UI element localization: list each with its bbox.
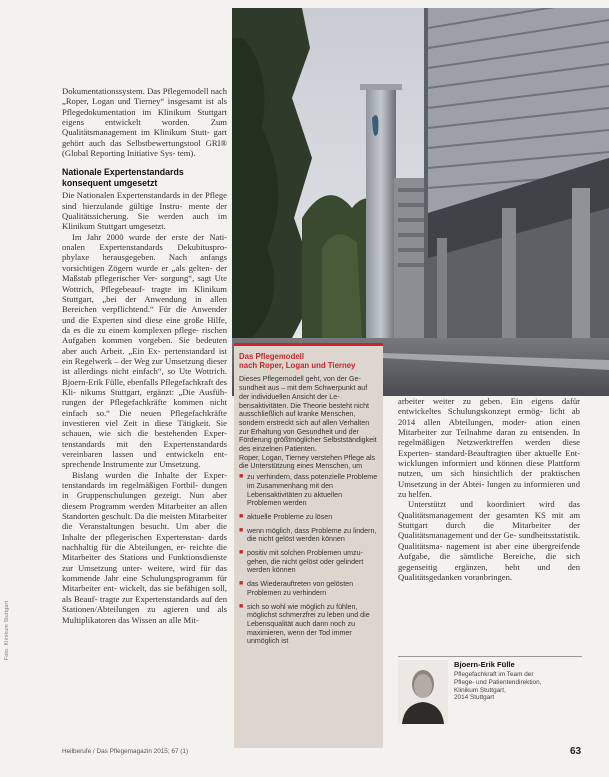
text-line: Anwendung in allen Bereichen <box>62 293 227 315</box>
text-line: Qualitätsmanagement der gesamten KS <box>398 509 546 520</box>
infobox-intro <box>239 375 378 471</box>
bio-line: Pflegefachkraft im Team der <box>454 671 534 678</box>
text-line: Die Nationalen Expertenstandards in der <box>62 190 203 201</box>
text-line: die Experten sind diese eine große <box>78 314 204 325</box>
author-bio <box>454 671 582 702</box>
text-line: rischen Aufgaben kommen vorgeben. Sie <box>62 324 227 346</box>
bullet-icon: ■ <box>239 526 244 534</box>
text-line: der Maßstab pflegerischer Ver- <box>62 262 227 284</box>
paragraph <box>62 190 227 231</box>
text-line: Da die meisten Mitarbeiter die <box>62 511 227 532</box>
bullet-icon: ■ <box>239 473 244 481</box>
photo-credit: Foto: Klinikum Stuttgart <box>4 600 10 660</box>
text-line: nach „Roper, Logan und Tierney“ insgesamt <box>62 86 227 107</box>
text-line: tem). <box>177 148 196 159</box>
text-line: Im Jahr 2000 wurde der erste der Nati- <box>72 231 227 242</box>
list-item <box>239 513 378 522</box>
text-line: Problemen werden <box>247 499 307 508</box>
hospital-building-photo <box>232 8 609 396</box>
text-line: auch im Klinikum Stuttgart umgesetzt. <box>62 211 228 232</box>
text-line: sundheit aus – mit dem Schwerpunkt <box>239 384 356 393</box>
text-line: Dokumentationssystem. Das Pflegemodell <box>62 86 209 96</box>
text-line: Unterstützt und koordiniert wird das <box>408 499 580 510</box>
building-illustration <box>232 8 609 396</box>
text-line: allen Verhalten zur Erhaltung <box>239 418 370 436</box>
text-line: sich gegenseitig ergänzen, hebt und den <box>398 551 580 572</box>
text-line: wenn möglich, dass Probleme <box>247 526 342 535</box>
text-line: der praktischen Umsetzung in der Abtei- <box>398 468 580 489</box>
intro-paragraph <box>62 86 227 158</box>
text-line: die Lebensqualität auch dann noch <box>247 611 370 628</box>
text-line: vereinbaren lassen und entwickeln ent- <box>62 449 227 459</box>
author-portrait <box>398 660 448 724</box>
text-line: reichte die Mitarbeiter des Stations und <box>62 542 227 563</box>
text-line: möglichst schmerzfrei zu leben und <box>247 611 359 620</box>
text-line: Veranstaltungen besucht. Um aber die <box>78 521 227 532</box>
list-item <box>239 473 378 508</box>
text-line: schauen, wie sich die bestehenden Exper- <box>62 428 227 439</box>
text-line: dards nachhaltig für die Abteilungen, er- <box>62 531 227 553</box>
bullet-icon: ■ <box>239 549 244 557</box>
author-block <box>398 656 588 726</box>
text-line: entwickeltes Schulungskonzept ermög- <box>398 406 543 417</box>
text-line: investieren viel Zeit in diese Tätigkeit. Sie <box>62 417 227 428</box>
text-line: tenstandards mit den Expertenstandards <box>62 438 227 449</box>
text-line: sundheitsstatistik. Qualitätsma- <box>398 530 581 551</box>
text-line: Schulungsprogramm für Mitarbeiter ent- <box>62 573 227 594</box>
text-line: zu maximieren, wenn der Tod immer <box>247 619 356 637</box>
text-line: Probleme im Zusammenhang mit <box>247 473 378 490</box>
text-line: daran zu entsenden. In regelmäßigen <box>398 427 580 448</box>
text-line: von Gesundheit und der Förderung <box>239 427 359 445</box>
text-line: Stuttgart eigens entwickelt worden. Zum <box>62 106 227 128</box>
text-line: arbeiter weiter zu geben. Ein eigens dafür <box>398 396 580 406</box>
text-line: Multiplikatoren das Wissen an alle Mit- <box>62 614 199 625</box>
text-line: sprechende Instrumente zur Umsetzung. <box>62 459 201 470</box>
divider <box>398 656 582 657</box>
paragraph <box>62 232 227 470</box>
text-line: tenstandards im regelmäßigen Fortbil- <box>62 480 199 491</box>
text-line: Qualitätsmanagement im Klinikum Stutt- <box>62 127 210 138</box>
text-line: Stationen/Abteilungen zu agieren und als <box>62 604 227 615</box>
bullet-icon: ■ <box>239 580 244 588</box>
text-line: phylaxe herausgegeben. Nach anfangs <box>62 252 227 263</box>
text-line: Fülle, ebenfalls Pflegefachkraft des Kli- <box>62 376 227 397</box>
text-line: bedeuten aber auch Arbeit. „Ein Ex- <box>62 335 227 356</box>
text-line: wicklungen informiert und können diese <box>398 458 544 469</box>
bio-line: Klinikum Stuttgart, <box>454 686 506 694</box>
list-item <box>239 603 378 647</box>
paragraph <box>398 396 580 499</box>
text-line: Pflege sind hierzulande gültige Instru- <box>62 190 227 211</box>
text-line: nicht einfach“, so Ute Wottrich. Bjoern-Erik <box>62 366 227 387</box>
section-subheading <box>62 167 227 188</box>
text-line: weitere, wird für das kommende Jahr eine <box>62 562 227 584</box>
title-line: Das Pflegemodell <box>239 352 304 361</box>
text-line: Problemen zu verhindern <box>247 588 327 597</box>
portrait-icon <box>398 660 448 724</box>
text-line: Inhalte der pflegerischen Expertenstan- <box>62 531 204 542</box>
text-line: sorgung“, sagt Ute Wottrich, Pflegebeauf- <box>62 273 227 294</box>
text-line: zu verhindern, dass potenzielle <box>247 473 345 482</box>
text-line: standard-Beauftragten über aktuelle Ent- <box>435 447 580 458</box>
text-line: verpflichtend.“ Für die Anwender und <box>62 304 227 325</box>
paragraph <box>398 499 580 582</box>
text-line: können <box>321 535 345 544</box>
text-line: lungen zu informieren und zu helfen. <box>398 478 580 500</box>
text-line: als die Unterstützung eines Menschen, <box>239 453 376 471</box>
list-item <box>239 527 378 544</box>
text-line: ation einen Mitarbeiter zur Teilnahme <box>398 416 580 438</box>
text-line: Hilfe, da es die zu einem komplexen pflege- <box>62 314 227 335</box>
right-text-column <box>398 396 580 582</box>
text-line: GRI® (Global Reporting Initiative Sys- <box>62 137 227 159</box>
text-line: aktuelle Probleme zu lösen <box>247 512 333 521</box>
author-name: Bjoern-Erik Fülle <box>454 660 515 669</box>
page-number: 63 <box>570 746 582 757</box>
text-line: rungen der Pflegefachkräfte kommen nicht <box>62 397 227 408</box>
text-line: größtmöglicher Selbstständigkeit des <box>239 436 377 454</box>
text-line: auf der individuellen Ansicht der Le- <box>239 384 368 401</box>
subhead-line: konsequent umgesetzt <box>62 177 158 188</box>
text-line: mente der Qualitätssicherung. Sie werden <box>62 200 227 222</box>
text-line: Menschen, sondern erstreckt sich auf <box>239 410 356 427</box>
text-line: Bislang wurden die Inhalte der Exper- <box>72 469 227 480</box>
paragraph <box>62 470 227 625</box>
text-line: gehen, die nicht gelöst oder gelindert <box>247 557 364 566</box>
pflegemodell-infobox <box>234 343 383 748</box>
text-line: Qualitätsgedanken voranbringen. <box>398 571 513 582</box>
text-line: ist als Pflegedokumentation im Klinikum <box>62 96 227 117</box>
text-line: positiv mit solchen Problemen umzu- <box>247 549 363 558</box>
text-line: unmöglich ist <box>247 637 289 646</box>
list-item <box>239 580 378 597</box>
text-line: Netzwerktreffen werden diese Experten- <box>398 437 580 458</box>
text-line: bensaktivitäten. Die Theorie besteht <box>239 401 353 410</box>
text-line: einfach so.“ Die neuen Pflegefachkräfte <box>62 407 227 418</box>
text-line: Aufgabe, die sämtliche Bereiche, die <box>398 551 557 562</box>
text-line: das Wiederauftreten von gelösten <box>247 580 354 589</box>
text-line: Roper, Logan, Tierney verstehen Pflege <box>239 453 365 462</box>
text-line: Plattform nutzen, um sich hinsichtlich <box>398 458 580 479</box>
text-line: Dieses Pflegemodell geht, von der Ge- <box>239 375 361 384</box>
subhead-line: Nationale Expertenstandards <box>62 167 184 178</box>
running-footer: Heilberufe / Das Pflegemagazin 2015; 67 (1) <box>62 748 189 755</box>
bullet-icon: ■ <box>239 602 244 610</box>
text-line: Mitarbeiter an allen Standorten geschult. <box>62 500 227 522</box>
infobox-title <box>239 352 378 370</box>
text-line: Weg zur Umsetzung dieser ist allerdings <box>62 355 227 377</box>
text-line: vorsichtigen Zögern wurde er „als gelten- <box>62 262 213 273</box>
bio-line: Pflege- und Patientendirektion, <box>454 678 542 686</box>
text-line: gart gehört auch das Selbstbewertungstool <box>62 127 227 148</box>
text-line: sich so wohl wie möglich zu fühlen, <box>247 602 358 611</box>
text-line: einzelnen Patienten. <box>252 445 317 454</box>
bio-line: 2014 Stuttgart <box>454 694 495 702</box>
text-line: tragte im Klinikum Stuttgart, „bei der <box>62 283 227 304</box>
text-line: licht ab 2014 allen Abteilungen, moder- <box>398 406 580 427</box>
left-text-column <box>62 86 227 625</box>
infobox-bullet-list <box>239 473 378 646</box>
text-line: Nun aber diesem Programm werden <box>62 490 227 511</box>
text-line: nicht ausschließlich auf kranke <box>239 401 370 419</box>
bullet-icon: ■ <box>239 512 244 520</box>
text-line: pertenstandard ist ein Regelwerk – der <box>62 345 227 366</box>
text-line: dungen in Gruppenschulungen gezeigt. <box>62 480 227 501</box>
text-line: der Qualitätsmanagement und der Ge- <box>398 520 580 541</box>
text-line: tragte zur Expertenstandards auf den <box>99 593 227 604</box>
list-item <box>239 549 378 575</box>
text-line: mit am Stuttgart durch die Mitarbeiter <box>398 509 581 531</box>
text-line: zu lindern, die nicht gelöst werden <box>247 526 377 544</box>
text-line: werden können <box>247 566 296 575</box>
text-line: wickelt, das sie befähigen soll, als Beauf- <box>62 583 227 604</box>
title-line: nach Roper, Logan und Tierney <box>239 361 356 371</box>
text-line: nagement ist aber eine übergreifende <box>446 540 580 551</box>
text-line: nikums Stuttgart, ergänzt: „Die Ausfüh- <box>80 386 227 397</box>
text-line: Funktionsdienste zur Umsetzung unter- <box>62 552 227 573</box>
text-line: um <box>352 462 363 471</box>
text-line: den Lebensaktivitäten zu aktuellen <box>247 481 343 499</box>
text-line: onalen Expertenstandards Dekubituspro- <box>62 242 227 253</box>
